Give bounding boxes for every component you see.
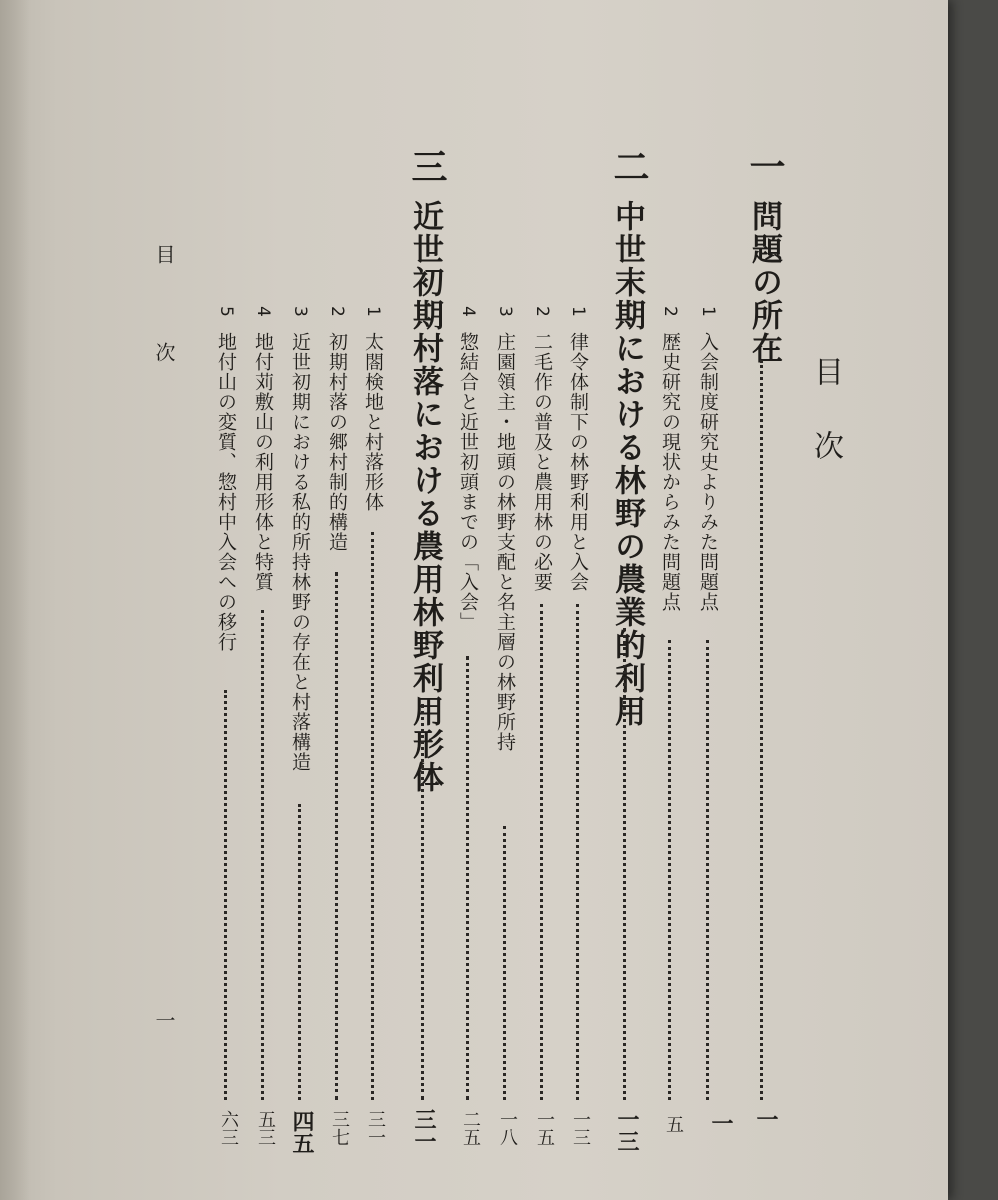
section-2-4-title: 惣結合と近世初頭までの「入会」 (457, 332, 479, 632)
chapter-1-leader (760, 360, 763, 1100)
chapter-1-number: 一 (744, 148, 786, 184)
section-2-1-title: 律令体制下の林野利用と入会 (567, 332, 589, 592)
section-2-2-number: 2 (532, 306, 552, 317)
running-head-ji: 次 (152, 342, 176, 362)
section-3-4-page: 五三 (255, 1110, 276, 1146)
section-3-2-leader (335, 572, 338, 1100)
section-2-3-number: 3 (495, 306, 515, 317)
chapter-3-number: 三 (406, 148, 448, 184)
section-3-5-title: 地付山の変質、惣村中入会への移行 (215, 332, 237, 652)
section-2-1-page: 一三 (570, 1110, 591, 1146)
chapter-3-page: 三一 (411, 1108, 437, 1152)
section-2-4-number: 4 (458, 306, 478, 317)
page-folio: 一 (152, 1010, 176, 1030)
chapter-2-number: 二 (608, 148, 650, 184)
section-3-5-number: 5 (216, 306, 236, 317)
chapter-3-title: 近世初期村落における農用林野利用形体 (407, 200, 443, 794)
chapter-1-page: 一 (753, 1108, 779, 1130)
toc-heading-ji: 次 (808, 430, 843, 462)
section-1-2-leader (668, 640, 671, 1100)
section-1-1-page: 一 (708, 1112, 734, 1134)
chapter-3-leader (421, 704, 424, 1100)
section-2-3-title: 庄園領主・地頭の林野支配と名主層の林野所持 (494, 332, 516, 752)
section-1-1-number: 1 (698, 306, 718, 317)
section-1-2-page: 五 (663, 1115, 684, 1133)
section-2-2-leader (540, 604, 543, 1100)
section-2-3-leader (503, 826, 506, 1100)
section-3-1-leader (371, 532, 374, 1100)
section-1-1-title: 入会制度研究史よりみた問題点 (697, 332, 719, 612)
section-3-3-number: 3 (290, 306, 310, 317)
section-3-1-title: 太閤検地と村落形体 (362, 332, 384, 512)
section-2-2-title: 二毛作の普及と農用林の必要 (531, 332, 553, 592)
section-2-4-page: 二五 (460, 1110, 481, 1146)
section-1-2-number: 2 (660, 306, 680, 317)
section-3-3-page: 四五 (289, 1110, 315, 1154)
section-1-1-leader (706, 640, 709, 1100)
section-3-2-number: 2 (327, 306, 347, 317)
section-3-3-title: 近世初期における私的所持林野の存在と村落構造 (289, 332, 311, 772)
section-1-2-title: 歴史研究の現状からみた問題点 (659, 332, 681, 612)
section-2-1-number: 1 (568, 306, 588, 317)
section-3-5-page: 六三 (218, 1110, 239, 1146)
chapter-2-title: 中世末期における林野の農業的利用 (609, 200, 645, 728)
page-gutter-shadow (0, 0, 30, 1200)
chapter-2-leader (623, 628, 626, 1100)
chapter-1-title: 問題の所在 (746, 200, 782, 365)
section-2-1-leader (576, 604, 579, 1100)
section-3-1-number: 1 (363, 306, 383, 317)
section-3-2-page: 三七 (329, 1110, 350, 1146)
section-2-3-page: 一八 (497, 1110, 518, 1146)
section-3-4-number: 4 (253, 306, 273, 317)
section-3-2-title: 初期村落の郷村制的構造 (326, 332, 348, 552)
chapter-2-page: 一三 (614, 1108, 640, 1152)
running-head-moku: 目 (152, 244, 176, 264)
section-2-2-page: 一五 (534, 1110, 555, 1146)
section-2-4-leader (466, 656, 469, 1100)
section-3-1-page: 三一 (365, 1110, 386, 1146)
toc-heading-moku: 目 (808, 356, 843, 388)
section-3-4-leader (261, 610, 264, 1100)
section-3-5-leader (224, 690, 227, 1100)
section-3-3-leader (298, 804, 301, 1100)
section-3-4-title: 地付苅敷山の利用形体と特質 (252, 332, 274, 592)
